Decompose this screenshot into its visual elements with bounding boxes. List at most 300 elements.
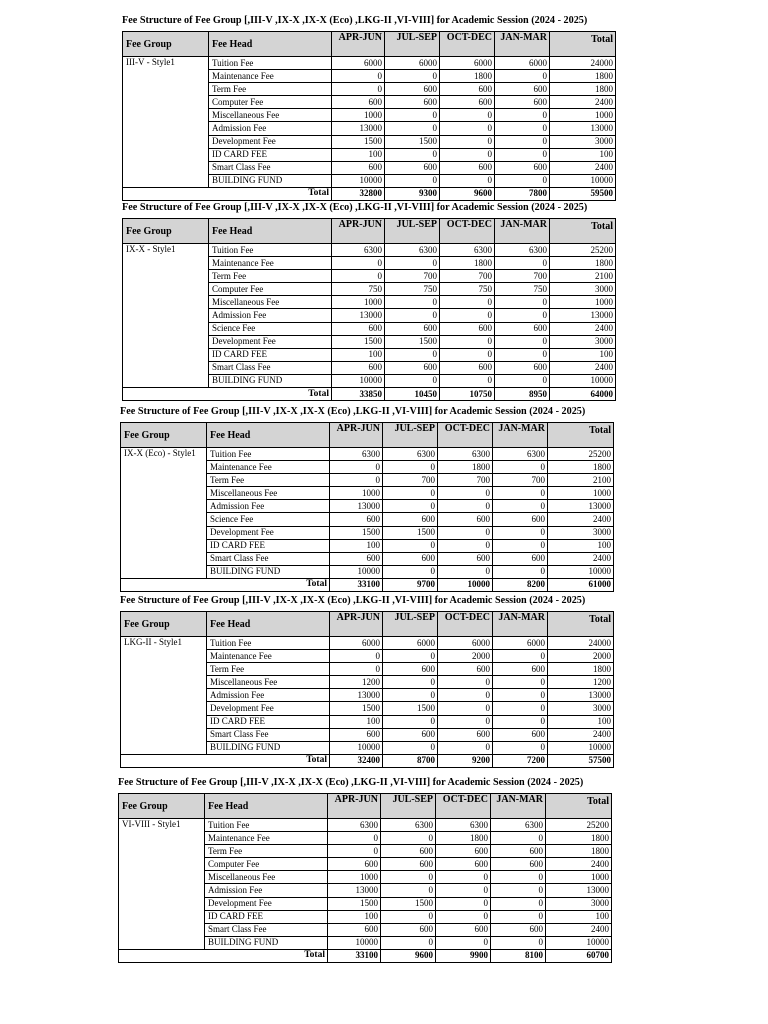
fee-head-cell: Computer Fee	[209, 96, 332, 109]
amount-cell: 6000	[332, 57, 385, 70]
total-row-spacer	[121, 578, 207, 591]
fee-head-cell: Smart Class Fee	[209, 161, 332, 174]
fee-head-cell: Science Fee	[209, 322, 332, 335]
amount-cell: 0	[493, 461, 548, 474]
table-header-row	[121, 612, 614, 637]
fee-head-cell: Miscellaneous Fee	[205, 871, 328, 884]
column-header-month: JUL-SEP	[383, 423, 438, 448]
amount-cell: 0	[383, 689, 438, 702]
amount-cell: 100	[330, 539, 383, 552]
amount-cell: 0	[385, 296, 440, 309]
row-total-cell: 2400	[546, 923, 612, 936]
amount-cell: 0	[332, 70, 385, 83]
table-header-row	[123, 32, 616, 57]
grand-total-cell: 60700	[546, 949, 612, 962]
column-header-fee-head: Fee Head	[209, 219, 332, 244]
fee-group-cell: IX-X (Eco) - Style1	[121, 448, 207, 579]
fee-head-cell: Tuition Fee	[209, 57, 332, 70]
amount-cell: 600	[491, 845, 546, 858]
amount-cell: 700	[440, 270, 495, 283]
fee-head-cell: Tuition Fee	[209, 244, 332, 257]
section-title: Fee Structure of Fee Group [,III-V ,IX-X ,IX-X (Eco) ,LKG-II ,VI-VIII] for Academic Session (2024 - 2025)	[118, 777, 584, 788]
column-header-fee-group: Fee Group	[121, 423, 207, 448]
amount-cell: 1800	[436, 832, 491, 845]
amount-cell: 0	[440, 135, 495, 148]
amount-cell: 600	[383, 663, 438, 676]
fee-head-cell: Admission Fee	[209, 122, 332, 135]
amount-cell: 0	[436, 884, 491, 897]
fee-head-cell: Term Fee	[209, 83, 332, 96]
amount-cell: 0	[495, 135, 550, 148]
amount-cell: 1500	[332, 135, 385, 148]
amount-cell: 0	[438, 702, 493, 715]
total-row-spacer	[121, 754, 207, 767]
fee-head-cell: BUILDING FUND	[205, 936, 328, 949]
amount-cell: 6000	[438, 637, 493, 650]
amount-cell: 600	[385, 83, 440, 96]
amount-cell: 0	[332, 270, 385, 283]
fee-head-cell: Computer Fee	[205, 858, 328, 871]
amount-cell: 0	[440, 335, 495, 348]
fee-head-cell: Smart Class Fee	[207, 728, 330, 741]
amount-cell: 0	[495, 122, 550, 135]
amount-cell: 0	[436, 910, 491, 923]
column-total-cell: 33100	[330, 578, 383, 591]
row-total-cell: 10000	[550, 374, 616, 387]
amount-cell: 600	[438, 552, 493, 565]
column-header-month: JUL-SEP	[385, 219, 440, 244]
amount-cell: 600	[495, 161, 550, 174]
amount-cell: 0	[440, 296, 495, 309]
column-header-month: JUL-SEP	[383, 612, 438, 637]
amount-cell: 0	[495, 296, 550, 309]
amount-cell: 13000	[330, 689, 383, 702]
amount-cell: 0	[438, 539, 493, 552]
fee-head-cell: Term Fee	[207, 663, 330, 676]
amount-cell: 6000	[493, 637, 548, 650]
row-total-cell: 1000	[550, 296, 616, 309]
fee-table	[122, 31, 616, 201]
total-label: Total	[207, 754, 330, 767]
fee-structure-section	[120, 594, 614, 768]
amount-cell: 0	[440, 309, 495, 322]
amount-cell: 0	[330, 474, 383, 487]
fee-table	[118, 793, 612, 963]
amount-cell: 0	[493, 565, 548, 578]
amount-cell: 600	[436, 923, 491, 936]
column-total-cell: 32800	[332, 187, 385, 200]
amount-cell: 0	[383, 500, 438, 513]
amount-cell: 6300	[332, 244, 385, 257]
fee-head-cell: Science Fee	[207, 513, 330, 526]
amount-cell: 1500	[383, 702, 438, 715]
amount-cell: 0	[493, 715, 548, 728]
amount-cell: 700	[383, 474, 438, 487]
amount-cell: 600	[438, 513, 493, 526]
table-row	[119, 819, 612, 832]
fee-group-cell: LKG-II - Style1	[121, 637, 207, 755]
amount-cell: 700	[385, 270, 440, 283]
amount-cell: 700	[493, 474, 548, 487]
column-header-month: OCT-DEC	[436, 794, 491, 819]
row-total-cell: 1000	[548, 487, 614, 500]
table-header-row	[123, 219, 616, 244]
table-row	[121, 448, 614, 461]
amount-cell: 1500	[330, 702, 383, 715]
amount-cell: 2000	[438, 650, 493, 663]
amount-cell: 600	[438, 728, 493, 741]
row-total-cell: 1800	[550, 83, 616, 96]
amount-cell: 600	[332, 322, 385, 335]
amount-cell: 6300	[436, 819, 491, 832]
amount-cell: 0	[381, 910, 436, 923]
amount-cell: 600	[491, 858, 546, 871]
amount-cell: 600	[385, 361, 440, 374]
fee-head-cell: ID CARD FEE	[207, 539, 330, 552]
column-header-month: APR-JUN	[330, 612, 383, 637]
total-row-spacer	[123, 187, 209, 200]
amount-cell: 1800	[440, 70, 495, 83]
column-header-fee-group: Fee Group	[119, 794, 205, 819]
amount-cell: 600	[493, 513, 548, 526]
total-row	[121, 578, 614, 591]
grand-total-cell: 64000	[550, 388, 616, 401]
fee-head-cell: Maintenance Fee	[209, 70, 332, 83]
row-total-cell: 1800	[550, 257, 616, 270]
amount-cell: 0	[381, 936, 436, 949]
amount-cell: 0	[438, 689, 493, 702]
amount-cell: 0	[438, 487, 493, 500]
section-title: Fee Structure of Fee Group [,III-V ,IX-X ,IX-X (Eco) ,LKG-II ,VI-VIII] for Academic Session (2024 - 2025)	[120, 595, 586, 606]
row-total-cell: 3000	[546, 897, 612, 910]
amount-cell: 0	[495, 335, 550, 348]
row-total-cell: 13000	[548, 500, 614, 513]
amount-cell: 0	[383, 565, 438, 578]
row-total-cell: 1800	[548, 663, 614, 676]
amount-cell: 0	[385, 174, 440, 187]
column-total-cell: 8700	[383, 754, 438, 767]
amount-cell: 10000	[332, 374, 385, 387]
fee-head-cell: ID CARD FEE	[209, 148, 332, 161]
fee-group-cell: III-V - Style1	[123, 57, 209, 188]
fee-head-cell: Miscellaneous Fee	[209, 109, 332, 122]
amount-cell: 6300	[491, 819, 546, 832]
amount-cell: 0	[383, 676, 438, 689]
column-header-month: JUL-SEP	[385, 32, 440, 57]
amount-cell: 0	[385, 109, 440, 122]
column-header-total: Total	[550, 219, 616, 244]
amount-cell: 0	[330, 650, 383, 663]
column-total-cell: 9300	[385, 187, 440, 200]
section-title: Fee Structure of Fee Group [,III-V ,IX-X ,IX-X (Eco) ,LKG-II ,VI-VIII] for Academic Session (2024 - 2025)	[122, 15, 588, 26]
row-total-cell: 1000	[546, 871, 612, 884]
amount-cell: 600	[381, 845, 436, 858]
amount-cell: 0	[493, 500, 548, 513]
row-total-cell: 2400	[550, 361, 616, 374]
fee-head-cell: BUILDING FUND	[207, 741, 330, 754]
amount-cell: 0	[438, 565, 493, 578]
total-row	[121, 754, 614, 767]
fee-head-cell: ID CARD FEE	[205, 910, 328, 923]
amount-cell: 600	[440, 361, 495, 374]
column-header-total: Total	[550, 32, 616, 57]
amount-cell: 0	[328, 845, 381, 858]
amount-cell: 1000	[330, 487, 383, 500]
amount-cell: 1500	[381, 897, 436, 910]
fee-head-cell: Tuition Fee	[207, 637, 330, 650]
amount-cell: 10000	[330, 565, 383, 578]
column-total-cell: 8950	[495, 388, 550, 401]
amount-cell: 600	[436, 858, 491, 871]
amount-cell: 0	[438, 676, 493, 689]
fee-head-cell: Development Fee	[209, 335, 332, 348]
table-header-row	[121, 423, 614, 448]
amount-cell: 0	[385, 148, 440, 161]
column-total-cell: 9600	[381, 949, 436, 962]
fee-head-cell: Term Fee	[207, 474, 330, 487]
amount-cell: 6300	[381, 819, 436, 832]
row-total-cell: 25200	[548, 448, 614, 461]
column-total-cell: 10000	[438, 578, 493, 591]
amount-cell: 0	[381, 871, 436, 884]
amount-cell: 600	[440, 96, 495, 109]
amount-cell: 6000	[330, 637, 383, 650]
fee-head-cell: BUILDING FUND	[207, 565, 330, 578]
row-total-cell: 2100	[548, 474, 614, 487]
amount-cell: 600	[332, 161, 385, 174]
amount-cell: 0	[491, 910, 546, 923]
fee-table	[120, 611, 614, 768]
amount-cell: 0	[385, 257, 440, 270]
column-total-cell: 33850	[332, 388, 385, 401]
amount-cell: 6300	[385, 244, 440, 257]
column-header-month: APR-JUN	[332, 32, 385, 57]
row-total-cell: 1200	[548, 676, 614, 689]
fee-head-cell: Term Fee	[205, 845, 328, 858]
row-total-cell: 13000	[546, 884, 612, 897]
row-total-cell: 3000	[550, 335, 616, 348]
fee-head-cell: Miscellaneous Fee	[207, 487, 330, 500]
fee-structure-section	[122, 201, 616, 401]
column-header-month: OCT-DEC	[440, 219, 495, 244]
total-row-spacer	[123, 388, 209, 401]
row-total-cell: 100	[548, 715, 614, 728]
total-row-spacer	[119, 949, 205, 962]
column-header-fee-head: Fee Head	[205, 794, 328, 819]
table-row	[123, 244, 616, 257]
row-total-cell: 13000	[550, 122, 616, 135]
amount-cell: 700	[438, 474, 493, 487]
row-total-cell: 2400	[548, 728, 614, 741]
amount-cell: 0	[436, 936, 491, 949]
fee-head-cell: Development Fee	[207, 702, 330, 715]
amount-cell: 0	[493, 702, 548, 715]
row-total-cell: 3000	[548, 526, 614, 539]
amount-cell: 0	[495, 309, 550, 322]
fee-structure-section	[120, 405, 614, 592]
amount-cell: 0	[383, 650, 438, 663]
column-header-fee-head: Fee Head	[209, 32, 332, 57]
fee-head-cell: Maintenance Fee	[205, 832, 328, 845]
amount-cell: 1500	[385, 135, 440, 148]
amount-cell: 1000	[332, 109, 385, 122]
row-total-cell: 10000	[548, 565, 614, 578]
fee-head-cell: Development Fee	[209, 135, 332, 148]
amount-cell: 13000	[330, 500, 383, 513]
amount-cell: 1000	[328, 871, 381, 884]
amount-cell: 600	[491, 923, 546, 936]
amount-cell: 0	[438, 741, 493, 754]
fee-head-cell: Admission Fee	[205, 884, 328, 897]
column-total-cell: 32400	[330, 754, 383, 767]
amount-cell: 700	[495, 270, 550, 283]
column-header-total: Total	[548, 612, 614, 637]
column-total-cell: 9200	[438, 754, 493, 767]
amount-cell: 0	[493, 676, 548, 689]
amount-cell: 0	[493, 539, 548, 552]
amount-cell: 600	[383, 728, 438, 741]
amount-cell: 6300	[383, 448, 438, 461]
fee-head-cell: Miscellaneous Fee	[209, 296, 332, 309]
amount-cell: 100	[330, 715, 383, 728]
total-row	[119, 949, 612, 962]
amount-cell: 0	[495, 70, 550, 83]
amount-cell: 600	[383, 552, 438, 565]
fee-head-cell: Tuition Fee	[207, 448, 330, 461]
column-header-month: APR-JUN	[330, 423, 383, 448]
amount-cell: 10000	[332, 174, 385, 187]
column-total-cell: 33100	[328, 949, 381, 962]
amount-cell: 0	[383, 715, 438, 728]
row-total-cell: 2400	[548, 513, 614, 526]
fee-head-cell: Smart Class Fee	[207, 552, 330, 565]
fee-head-cell: Admission Fee	[207, 689, 330, 702]
amount-cell: 0	[381, 832, 436, 845]
column-total-cell: 10450	[385, 388, 440, 401]
amount-cell: 600	[328, 858, 381, 871]
column-total-cell: 9900	[436, 949, 491, 962]
amount-cell: 0	[440, 174, 495, 187]
column-total-cell: 7800	[495, 187, 550, 200]
amount-cell: 0	[332, 83, 385, 96]
amount-cell: 100	[332, 348, 385, 361]
row-total-cell: 3000	[550, 135, 616, 148]
fee-head-cell: Admission Fee	[209, 309, 332, 322]
fee-head-cell: BUILDING FUND	[209, 374, 332, 387]
amount-cell: 0	[495, 174, 550, 187]
row-total-cell: 13000	[548, 689, 614, 702]
amount-cell: 600	[440, 161, 495, 174]
amount-cell: 600	[440, 83, 495, 96]
amount-cell: 0	[330, 461, 383, 474]
section-title: Fee Structure of Fee Group [,III-V ,IX-X ,IX-X (Eco) ,LKG-II ,VI-VIII] for Academic Session (2024 - 2025)	[122, 202, 588, 213]
amount-cell: 0	[436, 871, 491, 884]
fee-head-cell: ID CARD FEE	[209, 348, 332, 361]
column-header-month: OCT-DEC	[438, 612, 493, 637]
amount-cell: 0	[440, 374, 495, 387]
column-header-month: OCT-DEC	[438, 423, 493, 448]
amount-cell: 0	[385, 70, 440, 83]
amount-cell: 750	[332, 283, 385, 296]
amount-cell: 10000	[330, 741, 383, 754]
column-header-month: JUL-SEP	[381, 794, 436, 819]
fee-group-cell: IX-X - Style1	[123, 244, 209, 388]
amount-cell: 600	[495, 83, 550, 96]
row-total-cell: 2400	[546, 858, 612, 871]
amount-cell: 0	[383, 461, 438, 474]
column-header-month: JAN-MAR	[493, 423, 548, 448]
grand-total-cell: 59500	[550, 187, 616, 200]
amount-cell: 600	[493, 663, 548, 676]
amount-cell: 600	[328, 923, 381, 936]
amount-cell: 13000	[328, 884, 381, 897]
amount-cell: 0	[440, 348, 495, 361]
column-header-fee-group: Fee Group	[121, 612, 207, 637]
row-total-cell: 25200	[546, 819, 612, 832]
total-label: Total	[209, 388, 332, 401]
row-total-cell: 1000	[550, 109, 616, 122]
amount-cell: 600	[330, 513, 383, 526]
amount-cell: 750	[440, 283, 495, 296]
column-header-month: JAN-MAR	[491, 794, 546, 819]
column-total-cell: 9600	[440, 187, 495, 200]
fee-head-cell: Maintenance Fee	[209, 257, 332, 270]
amount-cell: 0	[493, 689, 548, 702]
amount-cell: 6000	[440, 57, 495, 70]
amount-cell: 6300	[438, 448, 493, 461]
amount-cell: 0	[385, 309, 440, 322]
column-total-cell: 7200	[493, 754, 548, 767]
row-total-cell: 10000	[546, 936, 612, 949]
column-total-cell: 8200	[493, 578, 548, 591]
amount-cell: 1500	[385, 335, 440, 348]
row-total-cell: 1800	[546, 832, 612, 845]
row-total-cell: 10000	[550, 174, 616, 187]
fee-group-cell: VI-VIII - Style1	[119, 819, 205, 950]
amount-cell: 600	[381, 858, 436, 871]
amount-cell: 6300	[328, 819, 381, 832]
amount-cell: 0	[493, 487, 548, 500]
column-header-month: APR-JUN	[332, 219, 385, 244]
amount-cell: 0	[440, 109, 495, 122]
amount-cell: 600	[330, 728, 383, 741]
column-header-month: APR-JUN	[328, 794, 381, 819]
row-total-cell: 2000	[548, 650, 614, 663]
table-row	[123, 57, 616, 70]
fee-table	[122, 218, 616, 401]
amount-cell: 0	[383, 539, 438, 552]
amount-cell: 0	[385, 348, 440, 361]
row-total-cell: 2400	[550, 322, 616, 335]
row-total-cell: 3000	[550, 283, 616, 296]
amount-cell: 10000	[328, 936, 381, 949]
row-total-cell: 2400	[550, 161, 616, 174]
amount-cell: 6300	[330, 448, 383, 461]
amount-cell: 600	[438, 663, 493, 676]
amount-cell: 600	[495, 96, 550, 109]
column-header-month: JAN-MAR	[495, 32, 550, 57]
amount-cell: 1200	[330, 676, 383, 689]
fee-structure-section	[118, 776, 612, 963]
amount-cell: 0	[491, 897, 546, 910]
amount-cell: 0	[491, 832, 546, 845]
amount-cell: 0	[491, 936, 546, 949]
amount-cell: 600	[385, 322, 440, 335]
section-title: Fee Structure of Fee Group [,III-V ,IX-X ,IX-X (Eco) ,LKG-II ,VI-VIII] for Academic Session (2024 - 2025)	[120, 406, 586, 417]
table-row	[121, 637, 614, 650]
amount-cell: 0	[495, 374, 550, 387]
amount-cell: 6300	[440, 244, 495, 257]
